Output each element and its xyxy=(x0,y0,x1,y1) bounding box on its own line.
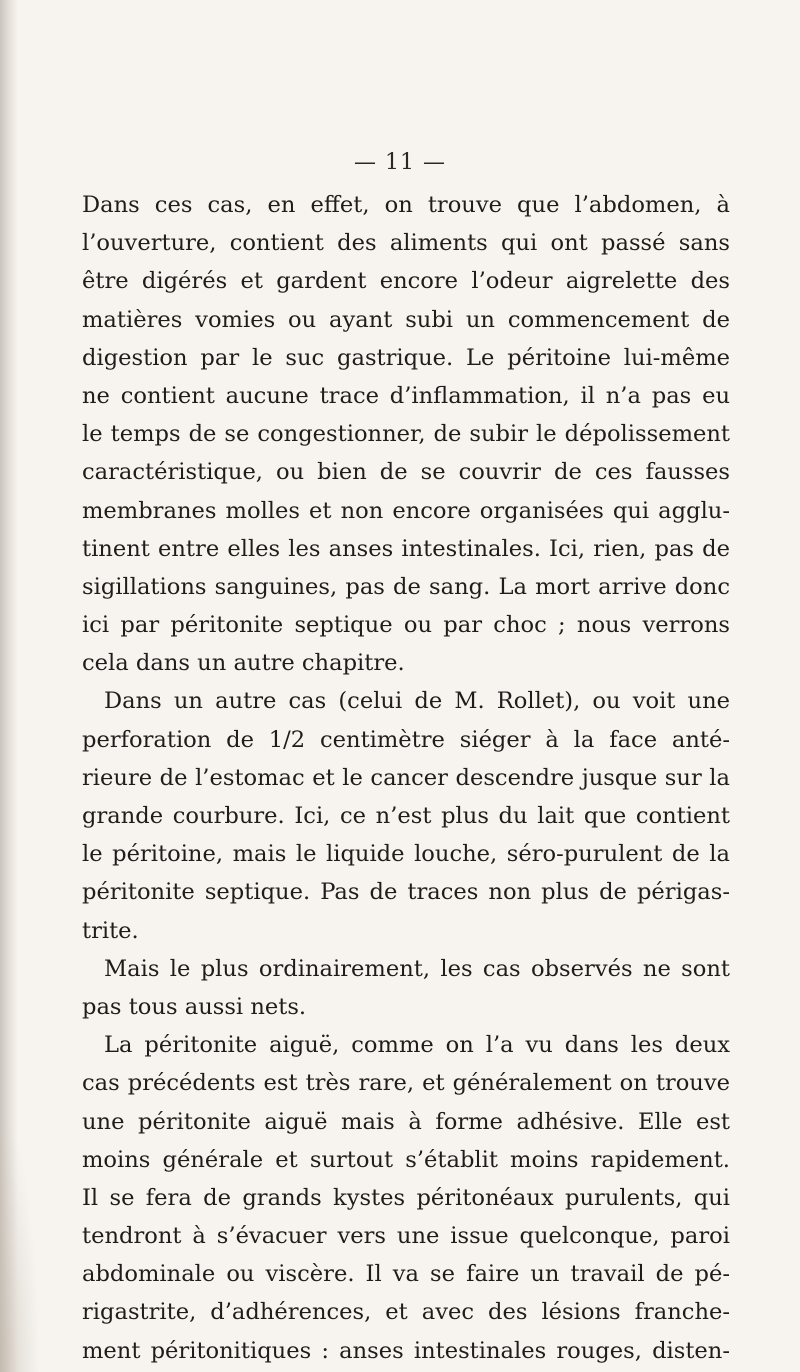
text-line: perforation de 1/2 centimètre siéger à la face anté- xyxy=(82,726,730,753)
text-line: ne contient aucune trace d’inflammation, il n’a pas eu xyxy=(82,382,730,409)
text-line: sigillations sanguines, pas de sang. La mort arrive donc xyxy=(82,573,730,600)
text-line: l’ouverture, contient des aliments qui ont passé sans xyxy=(82,230,730,257)
text-line: le péritoine, mais le liquide louche, séro-purulent de la xyxy=(82,841,730,868)
text-line: matières vomies ou ayant subi un commencement de xyxy=(82,306,730,333)
text-line: Dans ces cas, en effet, on trouve que l’abdomen, à xyxy=(82,192,730,218)
text-line: digestion par le suc gastrique. Le péritoine lui-même xyxy=(82,344,730,371)
text-line: grande courbure. Ici, ce n’est plus du lait que contient xyxy=(82,803,730,829)
text-line: Dans un autre cas (celui de M. Rollet), ou voit une xyxy=(104,688,730,715)
page-corner-stain xyxy=(0,1112,40,1372)
text-line: trite. xyxy=(82,917,139,944)
text-line: rigastrite, d’adhérences, et avec des lésions franche- xyxy=(82,1299,730,1326)
page-number: — 11 — xyxy=(354,150,446,175)
text-line: ment péritonitiques : anses intestinales rouges, disten- xyxy=(82,1337,730,1364)
text-line: pas tous aussi nets. xyxy=(82,993,307,1020)
text-line: cas précédents est très rare, et généralement on trouve xyxy=(82,1070,730,1097)
text-line: Il se fera de grands kystes péritonéaux purulents, qui xyxy=(82,1184,730,1211)
text-line: tinent entre elles les anses intestinales. Ici, rien, pas de xyxy=(82,535,730,562)
text-line: péritonite septique. Pas de traces non plus de périgas- xyxy=(82,879,730,906)
body-text xyxy=(82,186,730,1370)
text-line: La péritonite aiguë, comme on l’a vu dans les deux xyxy=(104,1032,730,1059)
text-line: ici par péritonite septique ou par choc ; nous verrons xyxy=(82,612,730,639)
text-line: cela dans un autre chapitre. xyxy=(82,650,405,677)
text-line: tendront à s’évacuer vers une issue quelconque, paroi xyxy=(82,1223,730,1250)
text-line: rieure de l’estomac et le cancer descendre jusque sur la xyxy=(82,764,730,791)
text-line: membranes molles et non encore organisées qui agglu- xyxy=(82,497,730,524)
text-line: Mais le plus ordinairement, les cas observés ne sont xyxy=(104,955,730,982)
text-line: caractéristique, ou bien de se couvrir de ces fausses xyxy=(82,459,730,486)
text-line: moins générale et surtout s’établit moins rapidement. xyxy=(82,1146,730,1173)
text-line: abdominale ou viscère. Il va se faire un travail de pé- xyxy=(82,1261,730,1288)
text-line: être digérés et gardent encore l’odeur aigrelette des xyxy=(82,268,730,295)
text-line: le temps de se congestionner, de subir le dépolissement xyxy=(82,421,730,448)
text-line: une péritonite aiguë mais à forme adhésive. Elle est xyxy=(82,1108,730,1135)
